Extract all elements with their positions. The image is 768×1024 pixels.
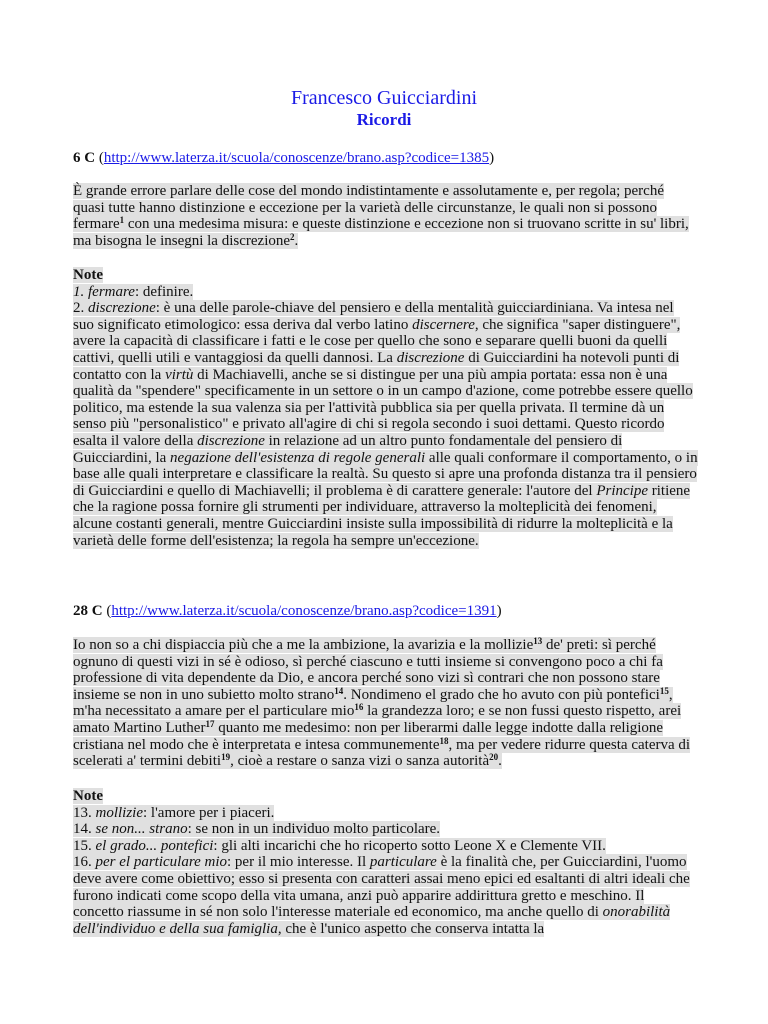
note-item bbox=[73, 284, 193, 300]
italic-run: el grado... pontefici bbox=[95, 837, 214, 854]
footnote-ref: 20 bbox=[489, 752, 499, 763]
text-run: , m'ha necessitato a amare per el particulare mio bbox=[73, 686, 673, 720]
text-run: , che significa "saper distinguere", avere la capacità di classificare i fatti e le cose per quello che sono e separare quelli buoni da quelli cattivi, quelli utili e vantaggiosi da quelli dannosi. La bbox=[73, 316, 681, 366]
italic-run: virtù bbox=[165, 366, 194, 383]
text-run: con una medesima misura: e queste distinzione e eccezione non si truovano scritte in su' libri, ma bisogna le insegni la discrezione bbox=[73, 216, 689, 249]
italic-run: discernere bbox=[412, 316, 475, 333]
text-run: È grande errore parlare delle cose del mondo indistintamente e assolutamente e, per regola; perché quasi tutte hanno distinzione e eccezione per la varietà delle circunstanze, le quali non si possono fermare bbox=[73, 183, 664, 233]
text-run: : gli alti incarichi che ho ricoperto sotto Leone X e Clemente VII. bbox=[213, 837, 606, 854]
section-header-28c: 28 C (http://www.laterza.it/scuola/conoscenze/brano.asp?codice=1391) bbox=[73, 603, 502, 619]
source-link[interactable]: http://www.laterza.it/scuola/conoscenze/brano.asp?codice=1391 bbox=[111, 603, 497, 619]
italic-run: fermare bbox=[88, 283, 135, 300]
text-run: , che è l'unico aspetto che conserva intatta la bbox=[277, 920, 545, 937]
italic-run: 1. bbox=[73, 283, 88, 300]
section-id: 28 C bbox=[73, 603, 103, 619]
italic-run: se non... strano bbox=[95, 821, 188, 838]
text-run: 16. bbox=[73, 854, 96, 871]
text-run: , cioè a restare o sanza vizi o sanza autorità bbox=[230, 753, 490, 770]
italic-run: Principe bbox=[596, 482, 648, 499]
text-run: Io non so a chi dispiaccia più che a me la ambizione, la avarizia e la mollizie bbox=[73, 637, 534, 653]
footnote-ref: 17 bbox=[205, 718, 215, 729]
footnote-ref: 18 bbox=[439, 735, 449, 746]
text-run: di Machiavelli, anche se si distingue per una più ampia portata: essa non è una qualità da "spendere" specificamente in un settore o in un campo d'azione, come potrebbe essere quello politico, ma estende la sua valenza sia per l'attività pubblica sia per quella privata. Il termine dà un senso più "personalistico" e privato all'agire di chi si regola secondo i suoi dettami. Questo ricordo esalta il valore della bbox=[73, 366, 693, 449]
text-run: in relazione ad un altro punto fondamentale del pensiero di Guicciardini, la bbox=[73, 432, 623, 466]
italic-run: discrezione bbox=[197, 432, 265, 449]
text-run: . bbox=[498, 753, 502, 770]
footnote-ref: 1 bbox=[119, 215, 125, 226]
note-item bbox=[73, 838, 606, 854]
footnote-ref: 13 bbox=[533, 636, 543, 646]
text-run: : è una delle parole-chiave del pensiero e della mentalità guicciardiniana. Va intesa nel suo significato etimologico: essa deriva dal verbo latino bbox=[73, 300, 674, 333]
text-run: ritiene che la ragione possa fornire gli strumenti per individuare, attraverso la molteplicità dei fenomeni, alcune costanti generali, mentre Guicciardini insiste sulla impossibilità di ridurre la molteplicità e la varietà delle forme dell'esistenza; la regola ha sempre un'eccezione. bbox=[73, 482, 691, 549]
section-body-28c bbox=[73, 637, 698, 770]
text-run: : per il mio interesse. Il bbox=[227, 854, 370, 871]
text-run: 13. bbox=[73, 804, 96, 821]
text-run: de' preti: sì perché ognuno di questi vizi in sé è odioso, sì perché ciascuno e tutti insieme si convengono poco a chi fa professione di vita dependente da Dio, e ancora perché sono vizi sì contrari che non possono stare insieme se non in uno subietto molto strano bbox=[73, 637, 663, 703]
text-run: . Nondimeno el grado che ho avuto con più pontefici bbox=[343, 686, 660, 703]
note-item bbox=[73, 805, 274, 821]
text-run: di Guicciardini ha notevoli punti di contatto con la bbox=[73, 349, 680, 383]
text-run: 15. bbox=[73, 837, 96, 854]
ricordo-text bbox=[73, 183, 689, 249]
italic-run: particulare bbox=[369, 854, 437, 871]
text-run: 14. bbox=[73, 821, 96, 838]
text-run: è la finalità che, per Guicciardini, l'uomo deve avere come obiettivo; esso si presenta con caratteri assai meno epici ed esaltanti di altri ideali che furono indicati come scopo della vita umana, anzi può apparire addirittura gretto e meschino. Il concetto riassume in sé non solo l'interesse materiale ed economico, ma anche quello di bbox=[73, 854, 690, 921]
text-run: quanto me medesimo: non per liberarmi dalle legge indotte dalla religione cristiana nel modo che è interpretata e intesa communemente bbox=[73, 719, 664, 753]
text-run: : definire. bbox=[134, 283, 194, 300]
italic-run: mollizie bbox=[95, 804, 143, 821]
footnote-ref: 16 bbox=[354, 702, 364, 713]
footnote-ref: 14 bbox=[334, 685, 344, 696]
section-id: 6 C bbox=[73, 150, 96, 166]
source-link[interactable]: http://www.laterza.it/scuola/conoscenze/brano.asp?codice=1385 bbox=[103, 150, 490, 166]
page-title: Francesco Guicciardini bbox=[290, 87, 478, 109]
notes-6c bbox=[73, 267, 698, 549]
ricordo-text bbox=[73, 637, 690, 769]
section-body-6c bbox=[73, 183, 698, 249]
text-run: , ma per vedere ridurre questa caterva di scelerati a' termini debiti bbox=[73, 736, 691, 770]
notes-heading: Note bbox=[73, 788, 103, 804]
italic-run: negazione dell'esistenza di regole generali bbox=[170, 449, 426, 466]
italic-run: per el particulare mio bbox=[95, 854, 228, 871]
italic-run: discrezione bbox=[88, 300, 156, 317]
note-item bbox=[73, 300, 698, 548]
footnote-ref: 19 bbox=[221, 752, 231, 763]
page-subtitle: Ricordi bbox=[356, 110, 412, 129]
italic-run: discrezione bbox=[396, 349, 465, 366]
text-run: la grandezza loro; e se non fussi questo rispetto, arei amato Martino Luther bbox=[73, 703, 682, 736]
notes-28c bbox=[73, 788, 698, 937]
title-block bbox=[0, 86, 768, 130]
text-run: alle quali conformare il comportamento, o in base alle quali interpretare e classificare la realtà. Su questo si apre una profonda distanza tra il pensiero di Guicciardini e quello di Machiavelli; il problema è di carattere generale: l'autore del bbox=[73, 449, 698, 499]
text-run: . bbox=[294, 232, 299, 249]
footnote-ref: 2 bbox=[290, 231, 295, 242]
footnote-ref: 15 bbox=[659, 685, 669, 696]
notes-heading: Note bbox=[73, 267, 103, 283]
section-header-6c: 6 C (http://www.laterza.it/scuola/conoscenze/brano.asp?codice=1385) bbox=[73, 150, 495, 166]
note-item bbox=[73, 821, 440, 837]
text-run: : se non in un individuo molto particolare. bbox=[187, 821, 441, 838]
note-item bbox=[73, 854, 690, 936]
text-run: 2. bbox=[73, 300, 88, 317]
text-run: : l'amore per i piaceri. bbox=[143, 804, 275, 821]
italic-run: onorabilità dell'individuo e della sua famiglia bbox=[73, 904, 671, 937]
